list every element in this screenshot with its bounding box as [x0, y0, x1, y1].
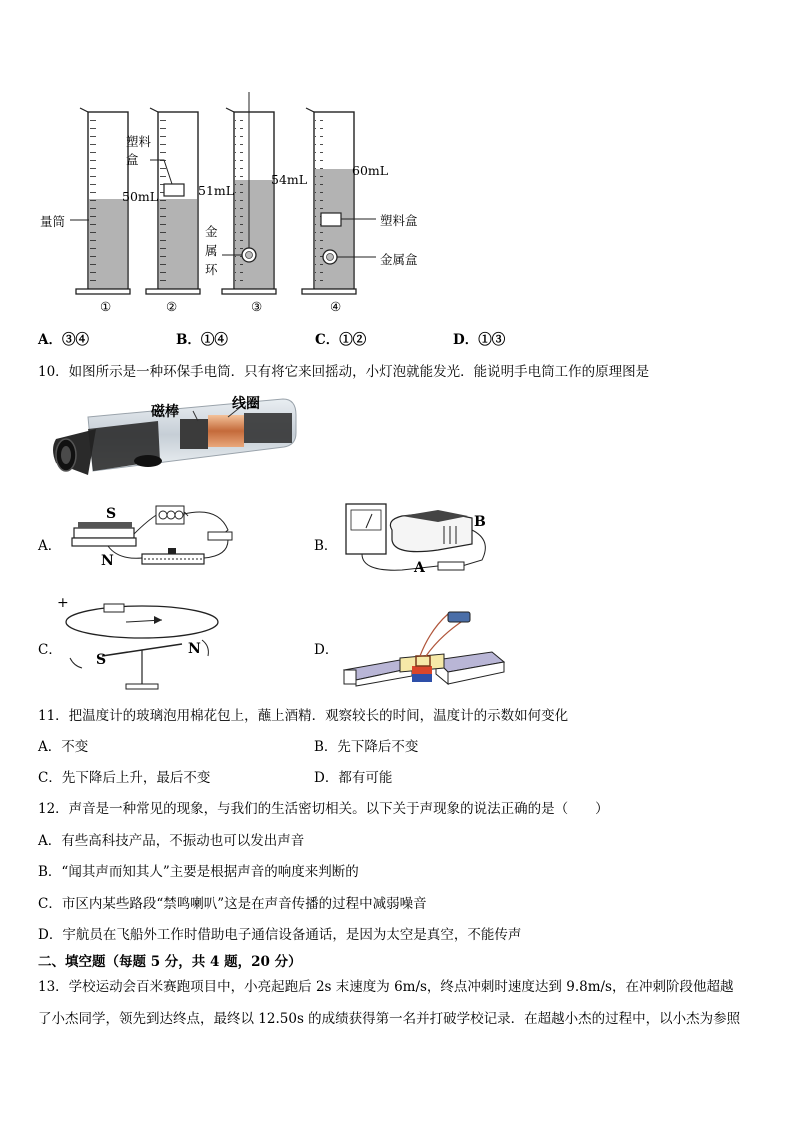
cyl2-box-label-1: 塑料 — [126, 134, 152, 149]
q12-stem: 12．声音是一种常见的现象，与我们的生活密切相关。以下关于声现象的说法正确的是（ ） — [38, 801, 609, 817]
figure-option-d — [340, 606, 506, 690]
q10-option-b[interactable]: B． — [314, 538, 338, 554]
cyl1-label: 量筒 — [40, 214, 66, 229]
q10-option-a[interactable]: A． — [38, 538, 62, 554]
option-a-s: S — [106, 506, 117, 522]
section-2-title: 二、填空题（每题 5 分，共 4 题，20 分） — [38, 954, 302, 970]
cyl4-mark-60: 60mL — [352, 163, 389, 178]
q13-line-2: 了小杰同学，领先到达终点，最终以 12.50s 的成绩获得第一名并打破学校记录．在超越小杰的过程中，以小杰为参照 — [38, 1011, 741, 1027]
option-c-n: N — [188, 641, 201, 657]
cyl4-box-label: 塑料盒 — [380, 213, 418, 228]
photo-label-coil: 线圈 — [232, 396, 260, 412]
cyl3-ring-label-1: 金 — [205, 224, 218, 239]
q9-option-c[interactable]: C．①② — [315, 332, 367, 348]
q11-option-c[interactable]: C．先下降后上升，最后不变 — [38, 770, 211, 786]
q9-option-d[interactable]: D．①③ — [453, 332, 506, 348]
option-a-n: N — [101, 553, 114, 569]
q9-option-b[interactable]: B．①④ — [176, 332, 228, 348]
option-c-s: S — [96, 652, 107, 668]
q10-option-d[interactable]: D． — [314, 642, 339, 658]
cyl3-index: ③ — [251, 299, 263, 314]
q13-line-1: 13．学校运动会百米赛跑项目中，小亮起跑后 2s 末速度为 6m/s，终点冲刺时速度达到 9.8m/s，在冲刺阶段他超越 — [38, 979, 734, 995]
cyl2-mark-50: 50mL — [122, 189, 159, 204]
cyl1-index: ① — [100, 299, 112, 314]
q11-stem: 11．把温度计的玻璃泡用棉花包上，蘸上酒精．观察较长的时间，温度计的示数如何变化 — [38, 708, 569, 724]
figure-option-a — [68, 500, 258, 575]
q11-option-a[interactable]: A．不变 — [38, 739, 89, 755]
q10-option-c[interactable]: C． — [38, 642, 62, 658]
cyl3-ring-label-2: 属 — [205, 243, 218, 258]
q12-option-b[interactable]: B．“闻其声而知其人”主要是根据声音的响度来判断的 — [38, 864, 359, 880]
cylinder-4 — [302, 108, 376, 294]
cylinders-figure — [0, 0, 794, 320]
cyl2-mark-51: 51mL — [198, 183, 235, 198]
cyl3-mark-54: 54mL — [271, 172, 308, 187]
option-b-b: B — [474, 514, 486, 530]
photo-label-magnet: 磁棒 — [151, 404, 179, 420]
q12-option-c[interactable]: C．市区内某些路段“禁鸣喇叭”这是在声音传播的过程中减弱噪音 — [38, 896, 427, 912]
option-c-plus: + — [57, 595, 69, 611]
cyl2-index: ② — [166, 299, 178, 314]
cyl4-metal-label: 金属盒 — [380, 252, 418, 267]
q11-option-b[interactable]: B．先下降后不变 — [314, 739, 419, 755]
cyl3-ring-label-3: 环 — [205, 262, 218, 277]
cyl4-index: ④ — [330, 299, 342, 314]
q11-option-d[interactable]: D．都有可能 — [314, 770, 393, 786]
q12-option-d[interactable]: D．宇航员在飞船外工作时借助电子通信设备通话，是因为太空是真空，不能传声 — [38, 927, 522, 943]
cylinder-1 — [70, 108, 130, 294]
q10-stem: 10．如图所示是一种环保手电筒．只有将它来回摇动，小灯泡就能发光．能说明手电筒工作的原理图是 — [38, 364, 650, 380]
q12-option-a[interactable]: A．有些高科技产品，不振动也可以发出声音 — [38, 833, 305, 849]
q9-option-a[interactable]: A．③④ — [38, 332, 89, 348]
cyl2-box-label-2: 盒 — [126, 152, 139, 167]
option-b-a: A — [414, 560, 425, 576]
